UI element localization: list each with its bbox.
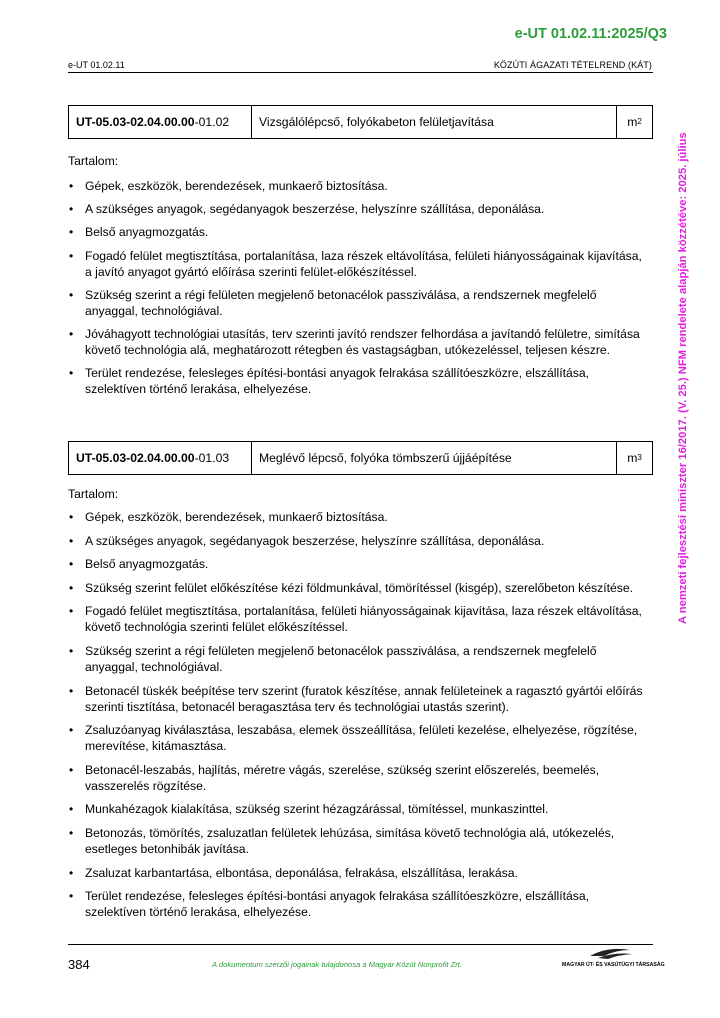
list-item: • Betonacél-leszabás, hajlítás, méretre vágás, szerelése, szükség szerint előszerelés, beemelés, vasszerelés rögzítése.: [68, 762, 648, 794]
item-unit: m 3: [627, 451, 642, 465]
publication-note: A nemzeti fejlesztési miniszter 16/2017. (V. 25.) NFM rendelete alapján közzétéve: 2025. július: [677, 132, 689, 624]
list-item: • Szükség szerint a régi felületen megjelenő betonacélok passziválása, a rendszernek megfelelő anyaggal, technológiával.: [68, 643, 648, 675]
list-item: • Szükség szerint felület előkészítése kézi földmunkával, tömörítéssel (kisgép), szerelőbeton készítése.: [68, 580, 648, 596]
page-number: 384: [68, 957, 90, 972]
list-item: • Betonozás, tömörítés, zsaluzatlan felületek lehúzása, simítása követő technológia alá, utókezelés, esetleges betonhibák javítása.: [68, 825, 648, 857]
copyright-notice: A dokumentum szerzői jogainak tulajdonosa a Magyar Közút Nonprofit Zrt.: [212, 960, 463, 969]
item-code-suffix: -01.02: [194, 115, 230, 129]
unit-base: m: [627, 115, 638, 129]
header-left: e-UT 01.02.11: [68, 60, 125, 70]
list-item: • Belső anyagmozgatás.: [68, 556, 648, 572]
list-item: • Munkahézagok kialakítása, szükség szerint hézagzárással, tömítéssel, munkaszinttel.: [68, 801, 648, 817]
logo-text: MAGYAR ÚT- ÉS VASÚTÜGYI TÁRSASÁG: [562, 962, 665, 968]
item-table-2: [68, 441, 653, 475]
list-item: • Gépek, eszközök, berendezések, munkaerő biztosítása.: [68, 509, 648, 525]
list-item: • Zsaluzóanyag kiválasztása, leszabása, elemek összeállítása, felületi kezelése, elhelyezése, rögzítése, merevítése, kitámasztása.: [68, 722, 648, 754]
content-list-1: [68, 178, 648, 404]
item-title: Vizsgálólépcső, folyókabeton felületjavítása: [252, 106, 617, 138]
item-code-cell: [69, 106, 252, 138]
list-item: • A szükséges anyagok, segédanyagok beszerzése, helyszínre szállítása, deponálása.: [68, 201, 648, 217]
list-item: • Gépek, eszközök, berendezések, munkaerő biztosítása.: [68, 178, 648, 194]
header-right: KÖZÚTI ÁGAZATI TÉTELREND (KÁT): [493, 60, 652, 70]
item-code-suffix: -01.03: [194, 451, 230, 465]
item-code-main: UT-05.03-02.04.00.00: [76, 115, 195, 129]
content-label: Tartalom:: [68, 154, 119, 168]
list-item: • Jóváhagyott technológiai utasítás, terv szerinti javító rendszer felhordása a javítandó felületre, simítása követő technológia alá, meghatározott rétegben és vastagságban, utókezeléssel, teljesen készre.: [68, 326, 648, 358]
document-code: e-UT 01.02.11:2025/Q3: [514, 26, 667, 42]
content-label: Tartalom:: [68, 487, 119, 501]
list-item: • Zsaluzat karbantartása, elbontása, deponálása, felrakása, elszállítása, lerakása.: [68, 865, 648, 881]
item-code-main: UT-05.03-02.04.00.00: [76, 451, 195, 465]
list-item: • Terület rendezése, felesleges építési-bontási anyagok felrakása szállítóeszközre, elszállítása, szelektíven történő lerakása, elhelyezése.: [68, 365, 648, 397]
list-item: • Belső anyagmozgatás.: [68, 224, 648, 240]
header-divider: [68, 72, 653, 73]
list-item: • Szükség szerint a régi felületen megjelenő betonacélok passziválása, a rendszernek megfelelő anyaggal, technológiával.: [68, 287, 648, 319]
item-unit: m 2: [627, 115, 642, 129]
list-item: • Betonacél tüskék beépítése terv szerint (furatok készítése, annak felületeinek a ragasztó gyártói előírás szerinti tisztítása, betonacél beragasztása terv és technológiai utastás szerint).: [68, 683, 648, 715]
list-item: • Fogadó felület megtisztítása, portalanítása, laza részek eltávolítása, felületi hiányosságainak kijavítása, a javító anyagot gyártó előírása szerinti felület-előkészítéssel.: [68, 248, 648, 280]
list-item: • A szükséges anyagok, segédanyagok beszerzése, helyszínre szállítása, deponálása.: [68, 533, 648, 549]
list-item: • Terület rendezése, felesleges építési-bontási anyagok felrakása szállítóeszközre, elszállítása, szelektíven történő lerakása, elhelyezése.: [68, 888, 648, 920]
company-logo-icon: [560, 944, 656, 974]
list-item: • Fogadó felület megtisztítása, portalanítása, felületi hiányosságainak kijavítása, laza részek eltávolítása, követő technológia szerinti felület előkészítéssel.: [68, 603, 648, 635]
item-table-1: [68, 105, 653, 139]
item-code-cell: [69, 442, 252, 474]
unit-base: m: [627, 451, 638, 465]
content-list-2: [68, 509, 648, 928]
item-title: Meglévő lépcső, folyóka tömbszerű újjáépítése: [252, 442, 617, 474]
